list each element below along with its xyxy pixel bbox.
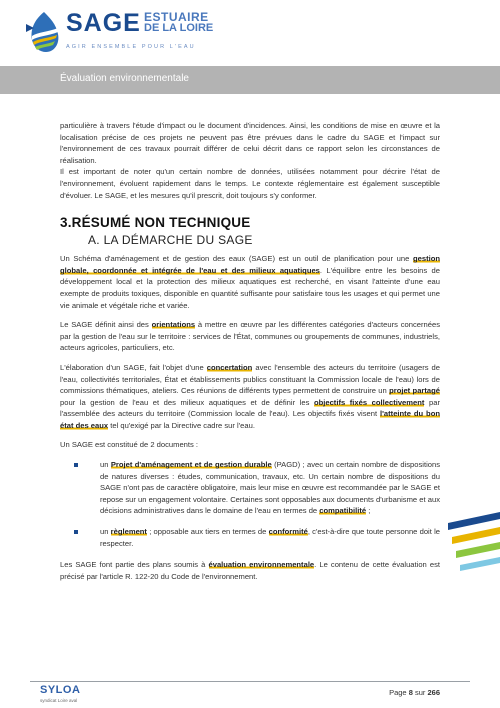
highlight-term: concertation xyxy=(206,362,253,372)
logo-loire-text: DE LA LOIRE xyxy=(144,22,214,34)
text-run: avec l'ensemble des acteurs du territoire (usagers de l'eau, collectivités territoriales, État et établissements publics constituant la Commission locale de l'eau) lors de commissions thématiques, ateliers. Ces réunions de différents types permettent de construire un xyxy=(60,362,440,396)
page-current: 8 xyxy=(408,688,413,697)
paragraph-intro-2: Il est important de noter qu'un certain nombre de données, utilisées notamment pour décrire l'état de l'environnement, évoluent rapidement dans le temps. Le contexte réglementaire est également susceptible d'évoluer. Le SAGE, et les mesures qu'il prescrit, doit toujours s'y conformer. xyxy=(60,167,440,200)
text-run: ; opposable aux tiers en termes de xyxy=(146,527,269,537)
text-run: , c'est-à-dire que toute personne doit le respecter. xyxy=(100,527,440,548)
text-run: Le SAGE définit ainsi des xyxy=(60,320,152,330)
page-number xyxy=(389,688,440,697)
text-run: Les SAGE font partie des plans soumis à xyxy=(60,560,209,570)
text-run: (PAGD) ; avec un certain nombre de dispositions de natures diverses : études, communication, travaux, etc. Un certain nombre de dispositions du SAGE n'ont pas de caractère obligatoire, mais leur mise en œuvre est recommandée par le SAGE et repose sur un engagement volontaire. Certaines sont opposables aux documents d'urbanisme et aux décisions administratives dans le domaine de l'eau en termes de xyxy=(100,460,441,516)
page-separator: sur xyxy=(414,688,426,697)
highlight-term: compatibilité xyxy=(319,506,367,516)
text-run: Un Schéma d'aménagement et de gestion des eaux (SAGE) est un outil de planification pour une xyxy=(60,254,413,264)
highlight-term: projet partagé xyxy=(389,386,440,396)
logo-tagline: AGIR ENSEMBLE POUR L'EAU xyxy=(66,44,196,50)
text-run: ; xyxy=(366,506,371,516)
section-title: Évaluation environnementale xyxy=(60,73,189,84)
paragraph-intro-1: particulière à travers l'étude d'impact ou le document d'incidences. Ainsi, les conditions de mise en œuvre et la localisation précise de ces projets ne peuvent pas être prévues dans le cadre du SAGE et l'impact sur l'environnement de ces travaux pourrait différer de celui décrit dans ce rapport selon les circonstances de réalisation. xyxy=(60,121,440,165)
highlight-term: évaluation environnementale xyxy=(208,560,315,570)
highlight-term: règlement xyxy=(110,527,147,537)
logo-estuaire-text: ESTUAIRE xyxy=(144,10,209,24)
text-run: un xyxy=(100,527,111,537)
syloa-logo: SYLOA xyxy=(40,684,81,696)
text-run: tel qu'exigé par la Directive cadre sur l'eau. xyxy=(108,420,255,430)
highlight-term: l'atteinte du bon état des eaux xyxy=(60,409,440,430)
highlight-term: Projet d'aménagement et de gestion durable xyxy=(110,460,272,470)
logo-sage-text: SAGE xyxy=(66,9,141,37)
paragraph-documents-intro: Un SAGE est constitué de 2 documents : xyxy=(60,440,199,450)
footer-divider xyxy=(30,681,470,682)
text-run: . L'équilibre entre les besoins de développement local et la protection des milieux aquatiques est recherché, en visant l'atteinte d'une eau exempte de produits toxiques, disponible en quantité suffisante pour satisfaire tous les usages et qui permet une vie animale et végétale riche et variée. xyxy=(60,265,440,310)
text-run: par l'assemblée des acteurs du territoire (Commission locale de l'eau). Les objectifs fixés visent xyxy=(60,397,440,419)
text-run: un xyxy=(100,460,111,470)
heading-level-2: A. LA DÉMARCHE DU SAGE xyxy=(88,233,253,248)
highlight-term: conformité xyxy=(268,527,308,537)
page-label: Page xyxy=(389,688,407,697)
syloa-logo-subtitle: syndicat Loire aval xyxy=(40,698,78,703)
highlight-term: orientations xyxy=(151,320,196,330)
text-run: L'élaboration d'un SAGE, fait l'objet d'une xyxy=(60,362,207,372)
page-total: 266 xyxy=(427,688,440,697)
text-run: pour la gestion de l'eau et des milieux aquatiques et de définir les xyxy=(60,397,314,407)
text-run: . Le contenu de cette évaluation est précisé par l'article R. 122-20 du Code de l'environnement. xyxy=(60,560,441,581)
text-run: à mettre en œuvre par les différentes catégories d'acteurs concernées par la gestion de l'eau sur le territoire : services de l'État, communes ou groupements de communes, industriels, acteurs agricoles, particuliers, etc. xyxy=(60,320,440,353)
highlight-term: gestion globale, coordonnée et intégrée de l'eau et des milieux aquatiques xyxy=(60,254,440,275)
heading-level-1: 3.RÉSUMÉ NON TECHNIQUE xyxy=(60,215,251,231)
highlight-term: objectifs fixés collectivement xyxy=(313,397,425,407)
